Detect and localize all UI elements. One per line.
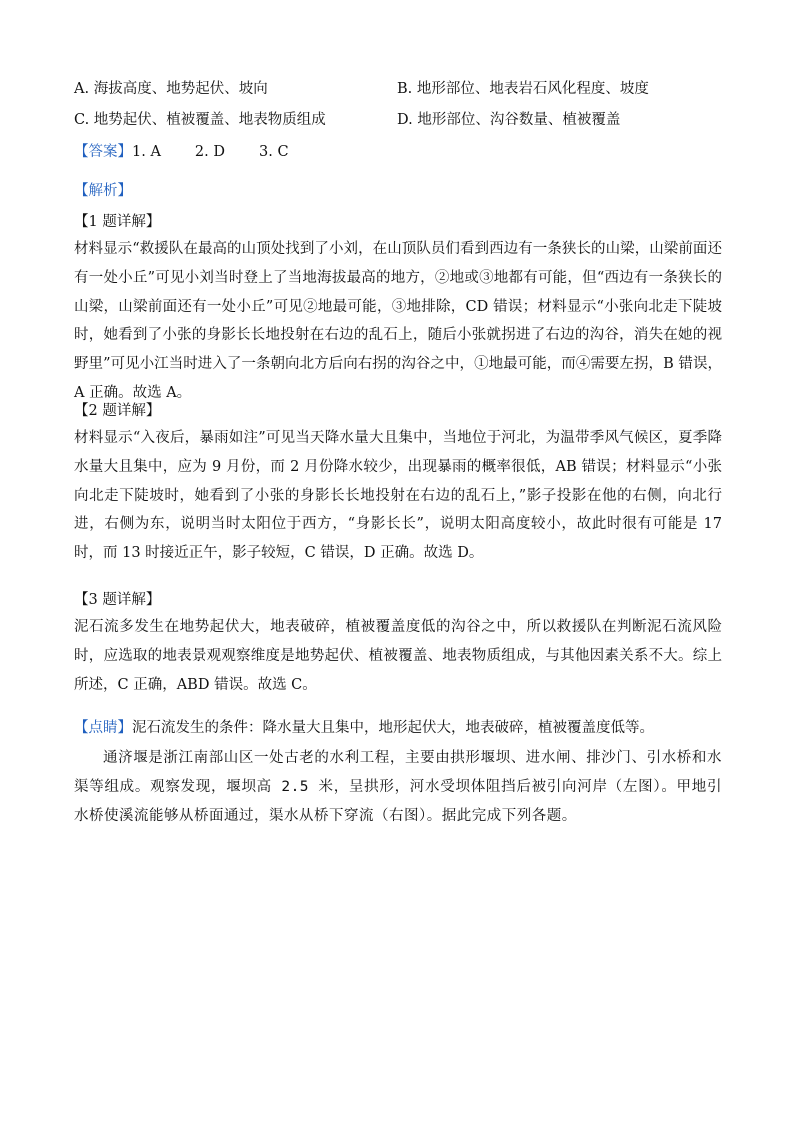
answer-label: 【答案】	[74, 144, 132, 160]
option-c: C. 地势起伏、植被覆盖、地表物质组成	[74, 112, 326, 128]
answer-2: 2. D	[194, 144, 225, 160]
q2-heading: 【2 题详解】	[74, 403, 161, 419]
tip-label: 【点睛】	[74, 720, 132, 736]
option-a: A. 海拔高度、地势起伏、坡向	[74, 81, 268, 97]
analysis-label: 【解析】	[74, 183, 132, 199]
tip-row	[74, 718, 654, 738]
tip-text: 泥石流发生的条件：降水量大且集中，地形起伏大，地表破碎，植被覆盖度低等。	[132, 720, 654, 736]
answer-1: 1. A	[132, 144, 161, 160]
answer-row	[74, 142, 289, 162]
option-d: D. 地形部位、沟谷数量、植被覆盖	[397, 112, 621, 128]
answer-3: 3. C	[259, 144, 289, 160]
q1-heading: 【1 题详解】	[74, 214, 161, 230]
q1-explanation: 材料显示“救援队在最高的山顶处找到了小刘，在山顶队员们看到西边有一条狭长的山梁，山梁前面还有一处小丘”可见小刘当时登上了当地海拔最高的地方，②地或③地都有可能，但“西边有一条狭长的山梁，山梁前面还有一处小丘”可见②地最可能，③地排除，CD 错误；材料显示“小张向北走下陡坡时，她看到了小张的身影长长地投射在右边的乱石上，随后小张就拐进了右边的沟谷，消失在她的视野里”可见小江当时进入了一条朝向北方后向右拐的沟谷之中，①地最可能，而④需要左拐，B 错误，A 正确。故选 A。	[74, 241, 722, 401]
q3-explanation: 泥石流多发生在地势起伏大，地表破碎，植被覆盖度低的沟谷之中，所以救援队在判断泥石流风险时，应选取的地表景观观察维度是地势起伏、植被覆盖、地表物质组成，与其他因素关系不大。综上所述，C 正确，ABD 错误。故选 C。	[74, 619, 722, 693]
q2-explanation: 材料显示“入夜后，暴雨如注”可见当天降水量大且集中，当地位于河北，为温带季风气候区，夏季降水量大且集中，应为 9 月份，而 2 月份降水较少，出现暴雨的概率很低，AB 错误；材料显示“小张向北走下陡坡时，她看到了小张的身影长长地投射在右边的乱石上，”影子投影在他的右侧，向北行进，右侧为东，说明当时太阳位于西方，“身影长长”，说明太阳高度较小，故此时很有可能是 17 时，而 13 时接近正午，影子较短，C 错误，D 正确。故选 D。	[74, 430, 722, 562]
option-b: B. 地形部位、地表岩石风化程度、坡度	[397, 81, 649, 97]
next-passage: 通济堰是浙江南部山区一处古老的水利工程，主要由拱形堰坝、进水闸、排沙门、引水桥和水渠等组成。观察发现，堰坝高 2.5 米，呈拱形，河水受坝体阻挡后被引向河岸（左图）。甲地引水桥使溪流能够从桥面通过，渠水从桥下穿流（右图）。据此完成下列各题。	[74, 750, 722, 824]
q3-heading: 【3 题详解】	[74, 592, 161, 608]
